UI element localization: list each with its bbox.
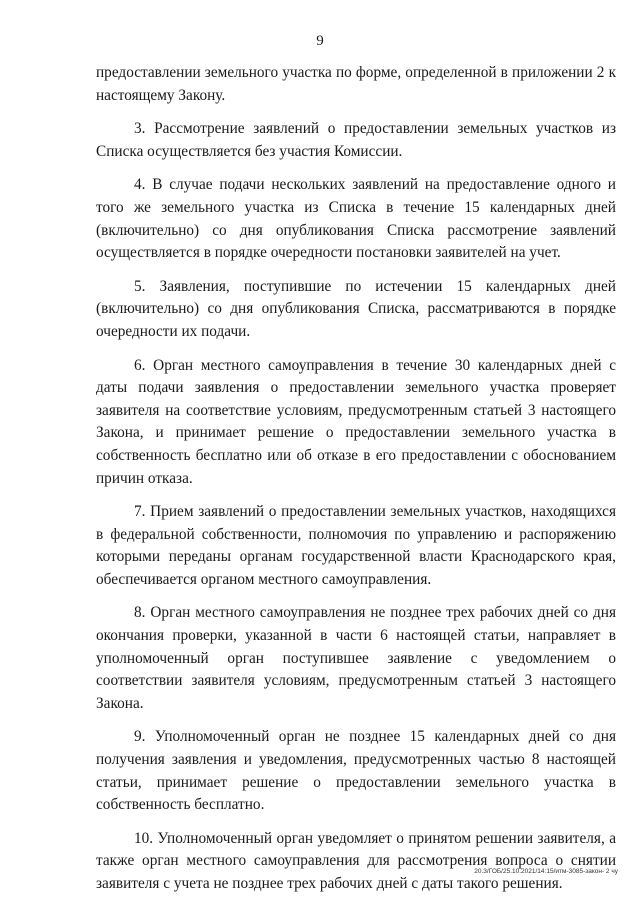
paragraph-item-4: 4. В случае подачи нескольких заявлений на предоставление одного и того же земельного участка из Списка в течение 15 календарных дней (включительно) со дня опубликования Списка рассмотрение заявлений осуществляется в порядке очередности постановки заявителей на учет.	[96, 176, 616, 262]
paragraph-item-3: 3. Рассмотрение заявлений о предоставлении земельных участков из Списка осуществляется без участия Комиссии.	[96, 120, 616, 160]
document-footer-code: 20.3/ГОБ/25.10.2021/14:15/итм-3085-закон- 2 чу	[474, 868, 618, 875]
paragraph-item-10: 10. Уполномоченный орган уведомляет о принятом решении заявителя, а также орган местного самоуправления для рассмотрения вопроса о снятии заявителя с учета не позднее трех рабочих дней с даты такого решения.	[96, 829, 616, 892]
paragraph-item-6: 6. Орган местного самоуправления в течение 30 календарных дней с даты подачи заявления о предоставлении земельного участка проверяет заявителя на соответствие условиям, предусмотренным статьей 3 настоящего Закона, и принимает решение о предоставлении земельного участка в собственность бесплатно или об отказе в его предоставлении с обоснованием причин отказа.	[96, 356, 616, 487]
paragraph-item-5: 5. Заявления, поступившие по истечении 15 календарных дней (включительно) со дня опубликования Списка, рассматриваются в порядке очередности их подачи.	[96, 277, 616, 340]
paragraph-item-7: 7. Прием заявлений о предоставлении земельных участков, находящихся в федеральной собственности, полномочия по управлению и распоряжению которыми переданы органам государственной власти Краснодарского края, обеспечивается органом местного самоуправления.	[96, 503, 616, 588]
document-body	[96, 62, 616, 907]
paragraph-item-9: 9. Уполномоченный орган не позднее 15 календарных дней со дня получения заявления и уведомления, предусмотренных частью 8 настоящей статьи, принимает решение о предоставлении земельного участка в собственность бесплатно.	[96, 728, 616, 814]
paragraph-continuation: предоставлении земельного участка по форме, определенной в приложении 2 к настоящему Закону.	[96, 64, 616, 104]
paragraph-item-8: 8. Орган местного самоуправления не позднее трех рабочих дней со дня окончания проверки, указанной в части 6 настоящей статьи, направляет в уполномоченный орган поступившее заявление с уведомлением о соответствии заявителя условиям, предусмотренным статьей 3 настоящего Закона.	[96, 604, 616, 712]
page-number: 9	[316, 33, 324, 49]
